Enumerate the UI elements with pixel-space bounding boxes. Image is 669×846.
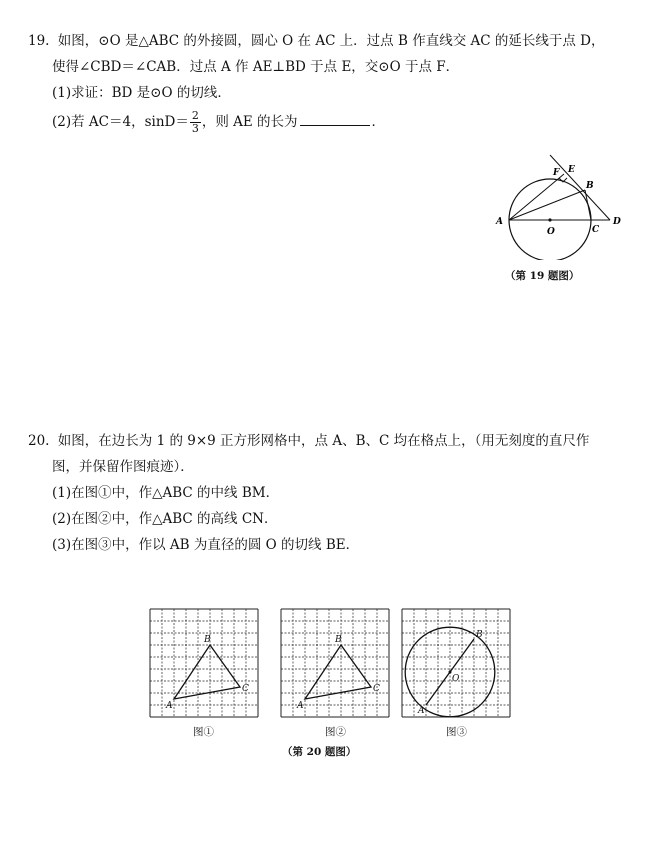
q19-label-b: B bbox=[586, 181, 594, 191]
q19-figure bbox=[490, 150, 630, 260]
q20-grid-3 bbox=[401, 608, 511, 718]
q19-label-a: A bbox=[496, 217, 503, 227]
point-label: A bbox=[297, 701, 304, 711]
q20-grid-1 bbox=[149, 608, 259, 718]
q20-caption-1: 图① bbox=[193, 726, 214, 738]
q19-number: 19. bbox=[28, 33, 50, 49]
q19-fraction bbox=[190, 110, 201, 135]
q19-part2-pre: (2)若 AC＝4，sinD＝ bbox=[52, 114, 189, 130]
q19-label-d: D bbox=[613, 217, 621, 227]
q19-label-o: O bbox=[547, 227, 555, 237]
point-label: C bbox=[373, 684, 380, 694]
q19-label-e: E bbox=[568, 165, 575, 175]
q19-label-c: C bbox=[592, 225, 600, 235]
q19-label-f: F bbox=[553, 168, 560, 178]
q20-part3: (3)在图③中，作以 AB 为直径的圆 O 的切线 BE． bbox=[52, 537, 360, 553]
triangle-abc bbox=[174, 645, 240, 699]
q19-part2 bbox=[52, 110, 385, 135]
point-label: A bbox=[418, 706, 425, 716]
q20-line1 bbox=[28, 432, 589, 450]
q19-line2: 使得∠CBD＝∠CAB．过点 A 作 AE⊥BD 于点 E，交⊙O 于点 F． bbox=[52, 59, 460, 75]
q20-caption-3: 图③ bbox=[446, 726, 467, 738]
q20-caption-2: 图② bbox=[325, 726, 346, 738]
q19-answer-blank[interactable] bbox=[300, 113, 370, 126]
q20-number: 20. bbox=[28, 433, 50, 449]
q20-text-line1: 如图，在边长为 1 的 9×9 正方形网格中，点 A、B、C 均在格点上，（用无刻度的直尺作 bbox=[57, 433, 590, 449]
q19-part2-end: ． bbox=[371, 114, 386, 130]
point-label: B bbox=[204, 635, 211, 645]
q19-fraction-numerator: 2 bbox=[191, 109, 199, 122]
q20-figure-caption: （第 20 题图） bbox=[282, 746, 357, 758]
point-label: B bbox=[476, 630, 483, 640]
q19-center-dot bbox=[548, 218, 551, 221]
point-label: B bbox=[335, 635, 342, 645]
point-label: C bbox=[242, 684, 249, 694]
q19-figure-caption: （第 19 题图） bbox=[505, 270, 580, 282]
q20-grid-2 bbox=[280, 608, 390, 718]
q19-fraction-denominator: 3 bbox=[191, 122, 199, 135]
q19-line-tangent bbox=[550, 155, 610, 220]
point-label: A bbox=[166, 701, 173, 711]
q20-part2: (2)在图②中，作△ABC 的高线 CN． bbox=[52, 511, 278, 527]
q19-line1 bbox=[28, 32, 604, 50]
triangle-abc bbox=[305, 645, 371, 699]
point-label: O bbox=[452, 674, 460, 684]
q19-part2-post: ，则 AE 的长为 bbox=[201, 114, 298, 130]
q20-part1: (1)在图①中，作△ABC 的中线 BM． bbox=[52, 485, 280, 501]
q20-line2: 图，并保留作图痕迹）． bbox=[52, 459, 194, 475]
q19-part1: (1)求证：BD 是⊙O 的切线． bbox=[52, 85, 231, 101]
q19-line-ab bbox=[509, 190, 585, 220]
q19-text-line1: 如图，⊙O 是△ABC 的外接圆，圆心 O 在 AC 上．过点 B 作直线交 AC 的延长线于点 D， bbox=[57, 33, 605, 49]
